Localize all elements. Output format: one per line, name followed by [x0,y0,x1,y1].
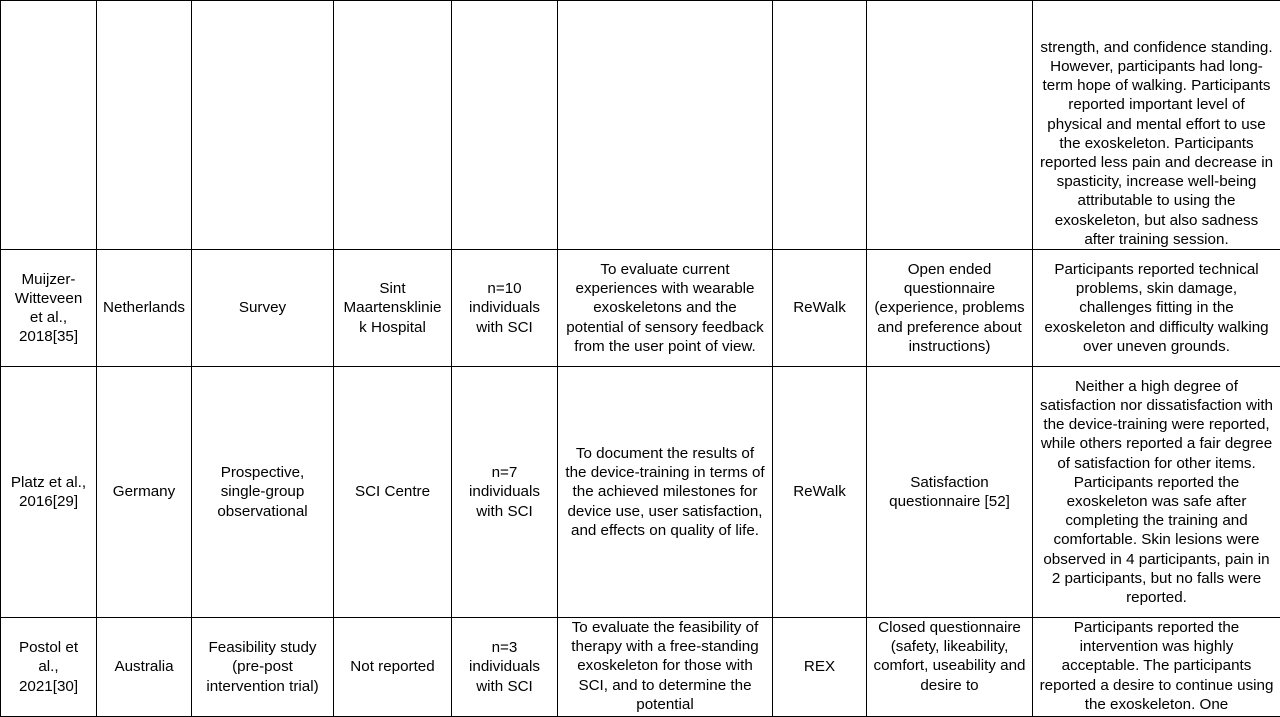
design-cell: Prospective, single-group observational [192,367,334,618]
device-cell: ReWalk [773,250,867,367]
setting-cell [334,1,452,250]
table-row [1,250,1280,367]
country-cell: Germany [97,367,192,618]
aim-cell: To evaluate current experiences with wearable exoskeletons and the potential of sensory feedback from the user point of view. [558,250,773,367]
author-cell: Platz et al., 2016[29] [1,367,97,618]
findings-cell: Participants reported the intervention was highly acceptable. The participants reported a desire to continue using the exoskeleton. One [1033,618,1280,717]
table-row [1,618,1280,717]
findings-cell: Neither a high degree of satisfaction nor dissatisfaction with the device-training were reported, while others reported a fair degree of satisfaction for other items. Participants reported the exoskeleton was safe after completing the training and comfortable. Skin lesions were observed in 4 participants, pain in 2 participants, but no falls were reported. [1033,367,1280,618]
device-cell: REX [773,618,867,717]
table-row [1,1,1280,250]
sample-cell [452,1,558,250]
outcome-cell: Open ended questionnaire (experience, problems and preference about instructions) [867,250,1033,367]
setting-cell: Sint Maartenskliniek Hospital [334,250,452,367]
outcome-cell: Satisfaction questionnaire [52] [867,367,1033,618]
aim-cell: To document the results of the device-training in terms of the achieved milestones for device use, user satisfaction, and effects on quality of life. [558,367,773,618]
author-cell: Muijzer-Witteveen et al., 2018[35] [1,250,97,367]
outcome-cell [867,1,1033,250]
sample-cell: n=7 individuals with SCI [452,367,558,618]
country-cell: Netherlands [97,250,192,367]
device-cell: ReWalk [773,367,867,618]
device-cell [773,1,867,250]
aim-cell: To evaluate the feasibility of therapy with a free-standing exoskeleton for those with SCI, and to determine the potential [558,618,773,717]
country-cell [97,1,192,250]
table-row [1,367,1280,618]
setting-cell: SCI Centre [334,367,452,618]
sample-cell: n=3 individuals with SCI [452,618,558,717]
design-cell: Survey [192,250,334,367]
setting-cell: Not reported [334,618,452,717]
aim-cell [558,1,773,250]
design-cell: Feasibility study (pre-post intervention trial) [192,618,334,717]
findings-cell: strength, and confidence standing. However, participants had long-term hope of walking. Participants reported important level of physical and mental effort to use the exoskeleton. Participants reported less pain and decrease in spasticity, increase well-being attributable to using the exoskeleton, but also sadness after training session. [1033,1,1280,250]
author-cell [1,1,97,250]
sample-cell: n=10 individuals with SCI [452,250,558,367]
author-cell: Postol et al., 2021[30] [1,618,97,717]
country-cell: Australia [97,618,192,717]
findings-cell: Participants reported technical problems, skin damage, challenges fitting in the exoskeleton and difficulty walking over uneven grounds. [1033,250,1280,367]
design-cell [192,1,334,250]
outcome-cell: Closed questionnaire (safety, likeability, comfort, useability and desire to [867,618,1033,717]
